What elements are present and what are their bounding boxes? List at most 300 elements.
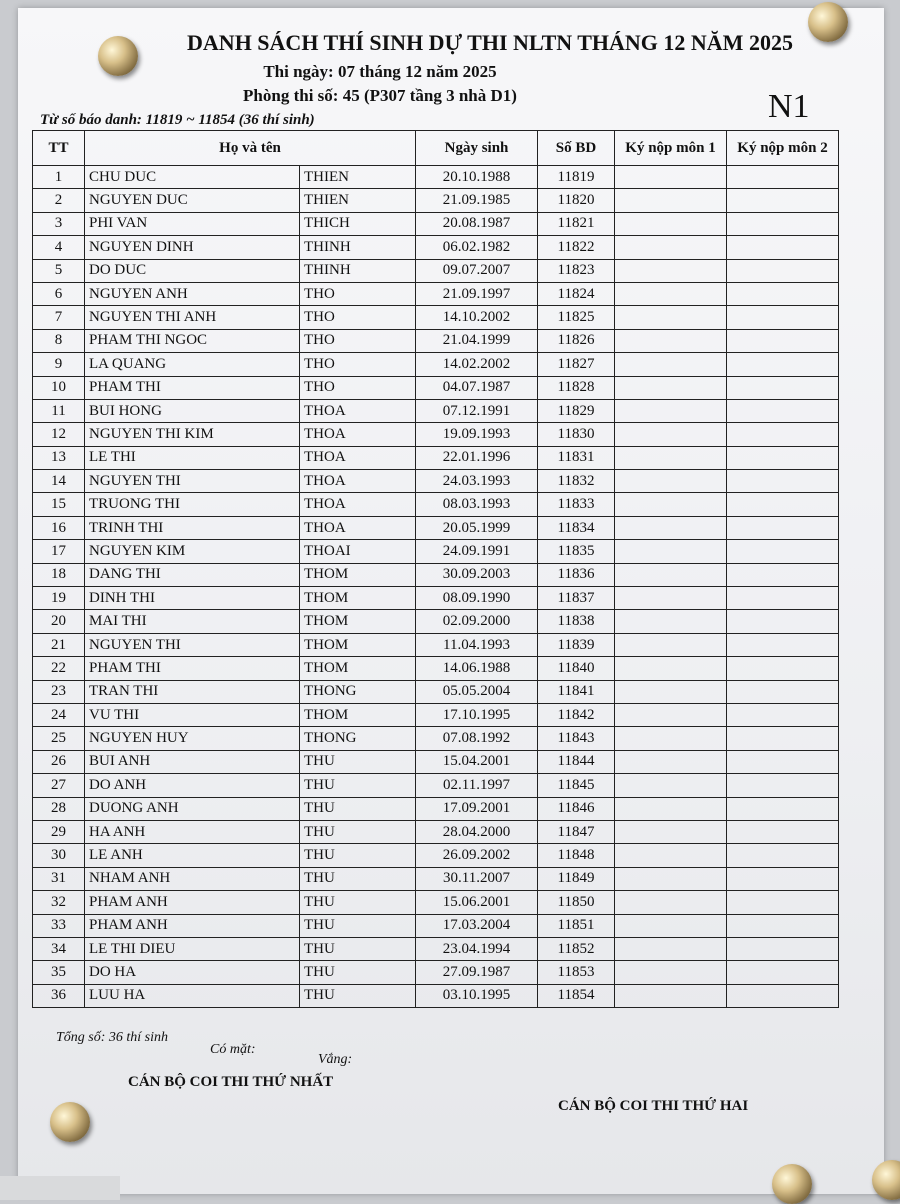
table-row bbox=[33, 516, 839, 539]
row-number: 22 bbox=[33, 657, 85, 680]
candidate-number: 11833 bbox=[538, 493, 615, 516]
candidate-last-name: THOA bbox=[300, 446, 416, 469]
signature-cell-1 bbox=[615, 353, 727, 376]
signature-cell-2 bbox=[727, 353, 839, 376]
candidate-birthdate: 17.03.2004 bbox=[416, 914, 538, 937]
row-number: 7 bbox=[33, 306, 85, 329]
candidate-last-name: THU bbox=[300, 961, 416, 984]
table-row bbox=[33, 961, 839, 984]
row-number: 1 bbox=[33, 166, 85, 189]
table-row bbox=[33, 703, 839, 726]
signature-cell-1 bbox=[615, 961, 727, 984]
signature-cell-1 bbox=[615, 166, 727, 189]
candidate-first-name: PHAM ANH bbox=[85, 914, 300, 937]
candidate-last-name: THO bbox=[300, 376, 416, 399]
candidate-first-name: DINH THI bbox=[85, 587, 300, 610]
candidate-number: 11845 bbox=[538, 774, 615, 797]
table-row bbox=[33, 727, 839, 750]
signature-cell-1 bbox=[615, 236, 727, 259]
table-row bbox=[33, 657, 839, 680]
candidate-number: 11824 bbox=[538, 282, 615, 305]
signature-cell-2 bbox=[727, 657, 839, 680]
candidate-last-name: THU bbox=[300, 774, 416, 797]
row-number: 27 bbox=[33, 774, 85, 797]
candidate-number: 11823 bbox=[538, 259, 615, 282]
signature-cell-2 bbox=[727, 961, 839, 984]
exam-date: Thi ngày: 07 tháng 12 năm 2025 bbox=[263, 62, 497, 81]
candidate-birthdate: 08.03.1993 bbox=[416, 493, 538, 516]
signature-cell-1 bbox=[615, 470, 727, 493]
candidate-first-name: BUI HONG bbox=[85, 399, 300, 422]
signature-cell-2 bbox=[727, 797, 839, 820]
signature-cell-1 bbox=[615, 189, 727, 212]
candidate-last-name: THOAI bbox=[300, 540, 416, 563]
signature-cell-1 bbox=[615, 259, 727, 282]
signature-cell-1 bbox=[615, 399, 727, 422]
candidate-number: 11822 bbox=[538, 236, 615, 259]
candidate-last-name: THINH bbox=[300, 259, 416, 282]
candidate-first-name: NGUYEN HUY bbox=[85, 727, 300, 750]
table-row bbox=[33, 329, 839, 352]
candidate-birthdate: 15.06.2001 bbox=[416, 891, 538, 914]
candidate-birthdate: 05.05.2004 bbox=[416, 680, 538, 703]
pushpin-icon bbox=[772, 1164, 812, 1204]
row-number: 31 bbox=[33, 867, 85, 890]
candidate-first-name: LE THI DIEU bbox=[85, 937, 300, 960]
candidate-last-name: THU bbox=[300, 844, 416, 867]
row-number: 29 bbox=[33, 820, 85, 843]
signature-cell-1 bbox=[615, 680, 727, 703]
candidate-last-name: THU bbox=[300, 891, 416, 914]
table-row bbox=[33, 563, 839, 586]
candidate-last-name: THU bbox=[300, 914, 416, 937]
table-row bbox=[33, 282, 839, 305]
table-row bbox=[33, 166, 839, 189]
row-number: 18 bbox=[33, 563, 85, 586]
table-row bbox=[33, 306, 839, 329]
candidate-first-name: DUONG ANH bbox=[85, 797, 300, 820]
signature-cell-2 bbox=[727, 703, 839, 726]
signature-cell-1 bbox=[615, 446, 727, 469]
candidate-number: 11836 bbox=[538, 563, 615, 586]
candidate-last-name: THU bbox=[300, 984, 416, 1007]
page-title: DANH SÁCH THÍ SINH DỰ THI NLTN THÁNG 12 NĂM 2025 bbox=[187, 30, 793, 55]
candidate-number: 11840 bbox=[538, 657, 615, 680]
candidate-last-name: THIEN bbox=[300, 166, 416, 189]
candidate-first-name: LA QUANG bbox=[85, 353, 300, 376]
signature-cell-1 bbox=[615, 820, 727, 843]
candidate-birthdate: 14.06.1988 bbox=[416, 657, 538, 680]
pushpin-icon bbox=[872, 1160, 900, 1200]
row-number: 24 bbox=[33, 703, 85, 726]
signature-cell-1 bbox=[615, 516, 727, 539]
candidate-birthdate: 26.09.2002 bbox=[416, 844, 538, 867]
signature-cell-2 bbox=[727, 820, 839, 843]
candidate-birthdate: 02.11.1997 bbox=[416, 774, 538, 797]
candidate-first-name: NGUYEN THI KIM bbox=[85, 423, 300, 446]
candidate-number: 11846 bbox=[538, 797, 615, 820]
candidate-birthdate: 30.11.2007 bbox=[416, 867, 538, 890]
signature-cell-2 bbox=[727, 329, 839, 352]
signature-cell-2 bbox=[727, 774, 839, 797]
row-number: 6 bbox=[33, 282, 85, 305]
signature-cell-1 bbox=[615, 212, 727, 235]
table-row bbox=[33, 937, 839, 960]
candidate-birthdate: 09.07.2007 bbox=[416, 259, 538, 282]
signature-cell-1 bbox=[615, 984, 727, 1007]
signature-cell-1 bbox=[615, 610, 727, 633]
candidate-birthdate: 11.04.1993 bbox=[416, 633, 538, 656]
candidate-first-name: LE THI bbox=[85, 446, 300, 469]
candidate-first-name: LE ANH bbox=[85, 844, 300, 867]
candidate-number: 11844 bbox=[538, 750, 615, 773]
table-row bbox=[33, 189, 839, 212]
candidate-last-name: THOM bbox=[300, 563, 416, 586]
candidate-last-name: THO bbox=[300, 306, 416, 329]
candidate-number: 11847 bbox=[538, 820, 615, 843]
candidate-birthdate: 24.09.1991 bbox=[416, 540, 538, 563]
signature-cell-1 bbox=[615, 844, 727, 867]
candidate-first-name: NGUYEN THI bbox=[85, 633, 300, 656]
candidate-first-name: PHAM THI NGOC bbox=[85, 329, 300, 352]
row-number: 20 bbox=[33, 610, 85, 633]
signature-cell-2 bbox=[727, 212, 839, 235]
signature-cell-2 bbox=[727, 166, 839, 189]
candidate-number: 11828 bbox=[538, 376, 615, 399]
table-row bbox=[33, 399, 839, 422]
candidate-birthdate: 08.09.1990 bbox=[416, 587, 538, 610]
table-row bbox=[33, 540, 839, 563]
signature-cell-2 bbox=[727, 189, 839, 212]
candidate-table bbox=[32, 130, 839, 1008]
signature-cell-1 bbox=[615, 306, 727, 329]
candidate-number: 11821 bbox=[538, 212, 615, 235]
column-header-name: Họ và tên bbox=[85, 131, 416, 166]
candidate-birthdate: 20.10.1988 bbox=[416, 166, 538, 189]
candidate-first-name: DO HA bbox=[85, 961, 300, 984]
signature-cell-1 bbox=[615, 540, 727, 563]
row-number: 34 bbox=[33, 937, 85, 960]
candidate-number: 11834 bbox=[538, 516, 615, 539]
candidate-last-name: THO bbox=[300, 329, 416, 352]
candidate-number: 11827 bbox=[538, 353, 615, 376]
row-number: 13 bbox=[33, 446, 85, 469]
signature-cell-1 bbox=[615, 587, 727, 610]
candidate-birthdate: 07.08.1992 bbox=[416, 727, 538, 750]
candidate-birthdate: 17.09.2001 bbox=[416, 797, 538, 820]
candidate-first-name: PHAM ANH bbox=[85, 891, 300, 914]
candidate-first-name: CHU DUC bbox=[85, 166, 300, 189]
signature-cell-2 bbox=[727, 259, 839, 282]
signature-cell-1 bbox=[615, 937, 727, 960]
table-row bbox=[33, 259, 839, 282]
candidate-first-name: LUU HA bbox=[85, 984, 300, 1007]
proctor-1-label: CÁN BỘ COI THI THỨ NHẤT bbox=[128, 1074, 334, 1090]
candidate-birthdate: 20.08.1987 bbox=[416, 212, 538, 235]
signature-cell-1 bbox=[615, 891, 727, 914]
candidate-last-name: THOA bbox=[300, 399, 416, 422]
candidate-last-name: THO bbox=[300, 282, 416, 305]
candidate-number: 11835 bbox=[538, 540, 615, 563]
candidate-first-name: TRINH THI bbox=[85, 516, 300, 539]
signature-cell-2 bbox=[727, 306, 839, 329]
candidate-number: 11853 bbox=[538, 961, 615, 984]
table-row bbox=[33, 680, 839, 703]
proctor-2-label: CÁN BỘ COI THI THỨ HAI bbox=[558, 1098, 749, 1114]
signature-cell-2 bbox=[727, 750, 839, 773]
candidate-first-name: NGUYEN DINH bbox=[85, 236, 300, 259]
candidate-first-name: MAI THI bbox=[85, 610, 300, 633]
candidate-birthdate: 21.09.1985 bbox=[416, 189, 538, 212]
candidate-first-name: DO ANH bbox=[85, 774, 300, 797]
row-number: 23 bbox=[33, 680, 85, 703]
row-number: 21 bbox=[33, 633, 85, 656]
candidate-last-name: THOM bbox=[300, 657, 416, 680]
row-number: 25 bbox=[33, 727, 85, 750]
signature-cell-2 bbox=[727, 867, 839, 890]
candidate-last-name: THOA bbox=[300, 470, 416, 493]
candidate-birthdate: 02.09.2000 bbox=[416, 610, 538, 633]
row-number: 9 bbox=[33, 353, 85, 376]
signature-cell-1 bbox=[615, 867, 727, 890]
signature-cell-2 bbox=[727, 376, 839, 399]
candidate-first-name: TRAN THI bbox=[85, 680, 300, 703]
row-number: 11 bbox=[33, 399, 85, 422]
candidate-range: Từ số báo danh: 11819 ~ 11854 (36 thí sinh) bbox=[40, 112, 315, 128]
candidate-number: 11841 bbox=[538, 680, 615, 703]
candidate-number: 11829 bbox=[538, 399, 615, 422]
candidate-last-name: THOM bbox=[300, 703, 416, 726]
candidate-last-name: THONG bbox=[300, 727, 416, 750]
table-row bbox=[33, 376, 839, 399]
candidate-number: 11848 bbox=[538, 844, 615, 867]
signature-cell-2 bbox=[727, 282, 839, 305]
signature-cell-1 bbox=[615, 703, 727, 726]
candidate-number: 11830 bbox=[538, 423, 615, 446]
candidate-birthdate: 04.07.1987 bbox=[416, 376, 538, 399]
column-header-sign1: Ký nộp môn 1 bbox=[615, 131, 727, 166]
candidate-first-name: NGUYEN KIM bbox=[85, 540, 300, 563]
candidate-number: 11851 bbox=[538, 914, 615, 937]
candidate-number: 11843 bbox=[538, 727, 615, 750]
signature-cell-2 bbox=[727, 844, 839, 867]
signature-cell-2 bbox=[727, 727, 839, 750]
candidate-first-name: NHAM ANH bbox=[85, 867, 300, 890]
row-number: 8 bbox=[33, 329, 85, 352]
table-header-row bbox=[33, 131, 839, 166]
candidate-number: 11850 bbox=[538, 891, 615, 914]
candidate-last-name: THOA bbox=[300, 516, 416, 539]
signature-cell-2 bbox=[727, 680, 839, 703]
candidate-birthdate: 14.02.2002 bbox=[416, 353, 538, 376]
candidate-last-name: THINH bbox=[300, 236, 416, 259]
candidate-first-name: PHAM THI bbox=[85, 657, 300, 680]
candidate-first-name: NGUYEN THI ANH bbox=[85, 306, 300, 329]
candidate-number: 11831 bbox=[538, 446, 615, 469]
signature-cell-1 bbox=[615, 750, 727, 773]
signature-cell-2 bbox=[727, 493, 839, 516]
signature-cell-1 bbox=[615, 376, 727, 399]
table-row bbox=[33, 353, 839, 376]
pushpin-icon bbox=[98, 36, 138, 76]
pushpin-icon bbox=[50, 1102, 90, 1142]
candidate-birthdate: 07.12.1991 bbox=[416, 399, 538, 422]
candidate-number: 11849 bbox=[538, 867, 615, 890]
candidate-birthdate: 24.03.1993 bbox=[416, 470, 538, 493]
row-number: 30 bbox=[33, 844, 85, 867]
table-row bbox=[33, 867, 839, 890]
signature-cell-1 bbox=[615, 423, 727, 446]
table-row bbox=[33, 212, 839, 235]
table-row bbox=[33, 844, 839, 867]
candidate-number: 11842 bbox=[538, 703, 615, 726]
candidate-birthdate: 03.10.1995 bbox=[416, 984, 538, 1007]
table-row bbox=[33, 914, 839, 937]
absent-label: Vắng: bbox=[318, 1052, 353, 1067]
table-row bbox=[33, 610, 839, 633]
candidate-birthdate: 28.04.2000 bbox=[416, 820, 538, 843]
candidate-last-name: THONG bbox=[300, 680, 416, 703]
candidate-last-name: THOM bbox=[300, 633, 416, 656]
table-row bbox=[33, 774, 839, 797]
table-row bbox=[33, 470, 839, 493]
candidate-number: 11838 bbox=[538, 610, 615, 633]
row-number: 32 bbox=[33, 891, 85, 914]
signature-cell-1 bbox=[615, 563, 727, 586]
row-number: 16 bbox=[33, 516, 85, 539]
candidate-last-name: THOM bbox=[300, 587, 416, 610]
room-code: N1 bbox=[768, 88, 810, 125]
exam-room: Phòng thi số: 45 (P307 tầng 3 nhà D1) bbox=[243, 86, 517, 105]
candidate-first-name: DANG THI bbox=[85, 563, 300, 586]
row-number: 2 bbox=[33, 189, 85, 212]
candidate-birthdate: 15.04.2001 bbox=[416, 750, 538, 773]
candidate-number: 11819 bbox=[538, 166, 615, 189]
table-row bbox=[33, 750, 839, 773]
signature-cell-2 bbox=[727, 937, 839, 960]
candidate-birthdate: 14.10.2002 bbox=[416, 306, 538, 329]
row-number: 15 bbox=[33, 493, 85, 516]
signature-cell-1 bbox=[615, 633, 727, 656]
candidate-number: 11839 bbox=[538, 633, 615, 656]
signature-cell-2 bbox=[727, 563, 839, 586]
candidate-first-name: VU THI bbox=[85, 703, 300, 726]
candidate-first-name: NGUYEN ANH bbox=[85, 282, 300, 305]
candidate-first-name: TRUONG THI bbox=[85, 493, 300, 516]
candidate-last-name: THOA bbox=[300, 423, 416, 446]
candidate-last-name: THU bbox=[300, 797, 416, 820]
signature-cell-1 bbox=[615, 914, 727, 937]
column-header-dob: Ngày sinh bbox=[416, 131, 538, 166]
candidate-first-name: PHI VAN bbox=[85, 212, 300, 235]
signature-cell-1 bbox=[615, 774, 727, 797]
candidate-last-name: THOA bbox=[300, 493, 416, 516]
candidate-birthdate: 30.09.2003 bbox=[416, 563, 538, 586]
signature-cell-2 bbox=[727, 516, 839, 539]
candidate-first-name: NGUYEN DUC bbox=[85, 189, 300, 212]
signature-cell-2 bbox=[727, 446, 839, 469]
signature-cell-2 bbox=[727, 891, 839, 914]
candidate-first-name: PHAM THI bbox=[85, 376, 300, 399]
candidate-first-name: BUI ANH bbox=[85, 750, 300, 773]
candidate-number: 11854 bbox=[538, 984, 615, 1007]
background-strip bbox=[0, 1176, 120, 1200]
row-number: 14 bbox=[33, 470, 85, 493]
candidate-birthdate: 21.09.1997 bbox=[416, 282, 538, 305]
candidate-birthdate: 22.01.1996 bbox=[416, 446, 538, 469]
signature-cell-1 bbox=[615, 282, 727, 305]
signature-cell-2 bbox=[727, 423, 839, 446]
candidate-birthdate: 21.04.1999 bbox=[416, 329, 538, 352]
signature-cell-2 bbox=[727, 540, 839, 563]
signature-cell-1 bbox=[615, 657, 727, 680]
table-row bbox=[33, 633, 839, 656]
candidate-last-name: THICH bbox=[300, 212, 416, 235]
row-number: 10 bbox=[33, 376, 85, 399]
table-row bbox=[33, 587, 839, 610]
signature-cell-2 bbox=[727, 587, 839, 610]
candidate-last-name: THU bbox=[300, 937, 416, 960]
row-number: 33 bbox=[33, 914, 85, 937]
column-header-sign2: Ký nộp môn 2 bbox=[727, 131, 839, 166]
candidate-number: 11820 bbox=[538, 189, 615, 212]
signature-cell-2 bbox=[727, 610, 839, 633]
signature-cell-2 bbox=[727, 236, 839, 259]
signature-cell-2 bbox=[727, 399, 839, 422]
column-header-sbd: Số BD bbox=[538, 131, 615, 166]
candidate-last-name: THU bbox=[300, 750, 416, 773]
candidate-last-name: THOM bbox=[300, 610, 416, 633]
candidate-first-name: DO DUC bbox=[85, 259, 300, 282]
table-row bbox=[33, 820, 839, 843]
table-row bbox=[33, 984, 839, 1007]
candidate-last-name: THU bbox=[300, 867, 416, 890]
table-row bbox=[33, 891, 839, 914]
present-label: Có mặt: bbox=[210, 1042, 256, 1057]
row-number: 28 bbox=[33, 797, 85, 820]
candidate-first-name: HA ANH bbox=[85, 820, 300, 843]
signature-cell-2 bbox=[727, 470, 839, 493]
table-row bbox=[33, 493, 839, 516]
candidate-birthdate: 23.04.1994 bbox=[416, 937, 538, 960]
row-number: 5 bbox=[33, 259, 85, 282]
total-count: Tổng số: 36 thí sinh bbox=[56, 1030, 169, 1045]
candidate-last-name: THIEN bbox=[300, 189, 416, 212]
row-number: 26 bbox=[33, 750, 85, 773]
row-number: 35 bbox=[33, 961, 85, 984]
table-row bbox=[33, 446, 839, 469]
candidate-number: 11852 bbox=[538, 937, 615, 960]
table-row bbox=[33, 423, 839, 446]
candidate-first-name: NGUYEN THI bbox=[85, 470, 300, 493]
pushpin-icon bbox=[808, 2, 848, 42]
candidate-number: 11837 bbox=[538, 587, 615, 610]
signature-cell-1 bbox=[615, 493, 727, 516]
signature-cell-2 bbox=[727, 914, 839, 937]
candidate-birthdate: 17.10.1995 bbox=[416, 703, 538, 726]
signature-cell-1 bbox=[615, 727, 727, 750]
signature-cell-1 bbox=[615, 797, 727, 820]
row-number: 12 bbox=[33, 423, 85, 446]
table-row bbox=[33, 236, 839, 259]
candidate-last-name: THU bbox=[300, 820, 416, 843]
candidate-number: 11832 bbox=[538, 470, 615, 493]
candidate-last-name: THO bbox=[300, 353, 416, 376]
candidate-birthdate: 20.05.1999 bbox=[416, 516, 538, 539]
signature-cell-1 bbox=[615, 329, 727, 352]
row-number: 4 bbox=[33, 236, 85, 259]
candidate-birthdate: 06.02.1982 bbox=[416, 236, 538, 259]
